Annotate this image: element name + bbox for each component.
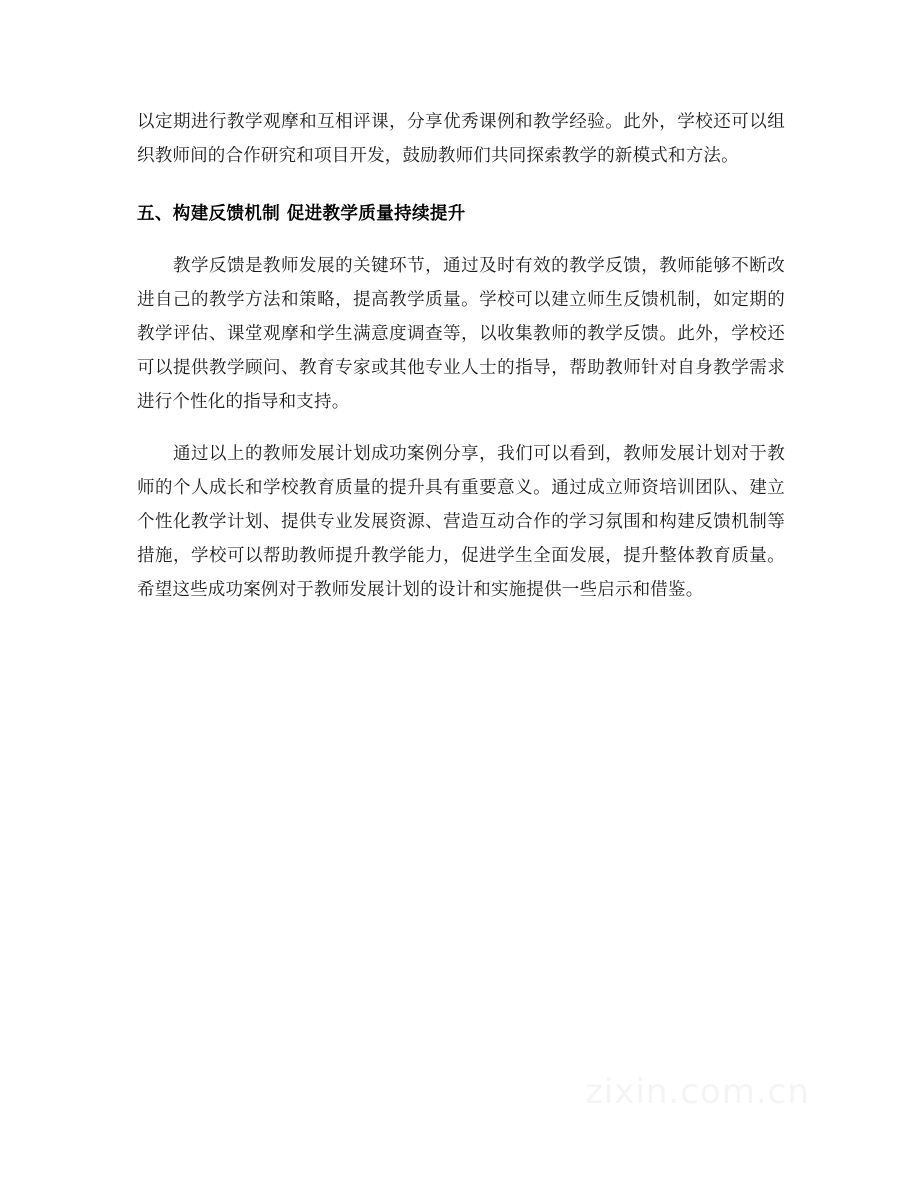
paragraph-continued: 以定期进行教学观摩和互相评课，分享优秀课例和教学经验。此外，学校还可以组织教师间的合作研究和项目开发，鼓励教师们共同探索教学的新模式和方法。 [137,112,785,166]
paragraph-feedback: 教学反馈是教师发展的关键环节，通过及时有效的教学反馈，教师能够不断改进自己的教学方法和策略，提高教学质量。学校可以建立师生反馈机制，如定期的教学评估、课堂观摩和学生满意度调查等，以收集教师的教学反馈。此外，学校还可以提供教学顾问、教育专家或其他专业人士的指导，帮助教师针对自身教学需求进行个性化的指导和支持。 [137,256,785,412]
paragraph-conclusion: 通过以上的教师发展计划成功案例分享，我们可以看到，教师发展计划对于教师的个人成长和学校教育质量的提升具有重要意义。通过成立师资培训团队、建立个性化教学计划、提供专业发展资源、营造互动合作的学习氛围和构建反馈机制等措施，学校可以帮助教师提升教学能力，促进学生全面发展，提升整体教育质量。希望这些成功案例对于教师发展计划的设计和实施提供一些启示和借鉴。 [137,444,785,600]
section-heading: 五、构建反馈机制 促进教学质量持续提升 [137,204,466,224]
document-body [137,105,785,607]
paragraph-spacer [137,419,785,437]
watermark: zixin.com.cn [585,1072,810,1112]
